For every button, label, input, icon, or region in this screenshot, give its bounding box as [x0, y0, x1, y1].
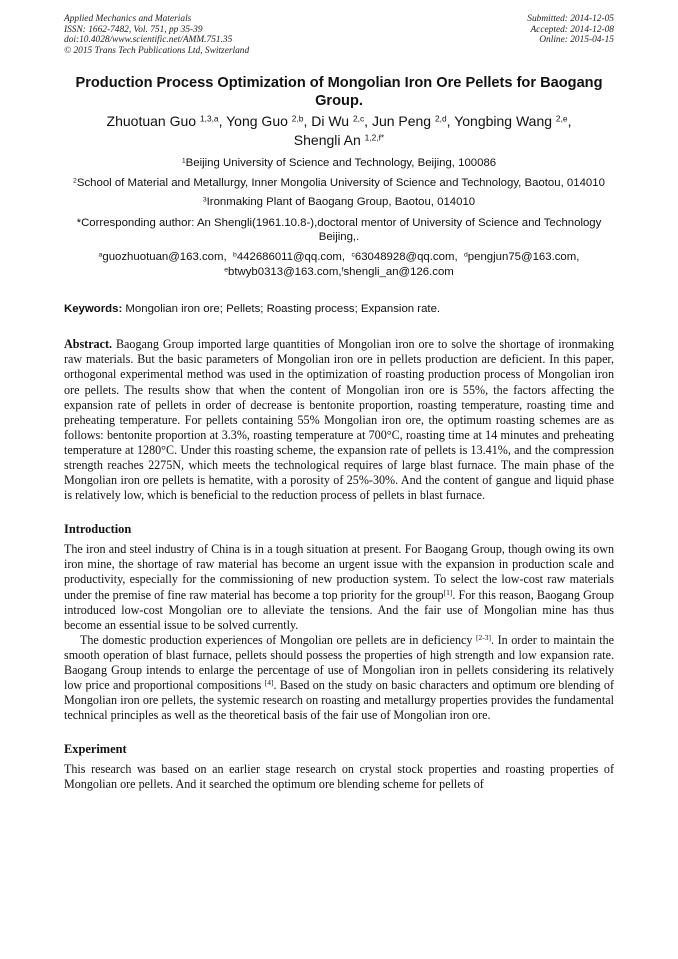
abstract: [64, 337, 614, 503]
paragraph: This research was based on an earlier stage research on crystal stock properties and roasting properties of Mongolian ore pellets. And it searched the optimum ore blending scheme for pellets of: [64, 762, 614, 792]
keywords-label: Keywords:: [64, 303, 123, 316]
author-name: Yong Guo: [226, 113, 288, 130]
author-affil-sup: 2,e: [555, 113, 568, 124]
journal-info: [64, 14, 249, 56]
citation: [2-3]: [475, 632, 491, 642]
corresponding-author: *Corresponding author: An Shengli(1961.10.8-),doctoral mentor of University of Science and Technology Beijing,.: [76, 216, 602, 243]
journal-header: [64, 14, 614, 56]
author-affil-sup: 2,b: [291, 113, 304, 124]
email-link[interactable]: shengli_an@126.com: [343, 265, 454, 278]
affiliation-1: $^1$Beijing University of Science and Technology, Beijing, 100086: [181, 157, 497, 170]
author-affil-sup: 1,3,a: [199, 113, 219, 124]
author-name: Yongbing Wang: [454, 113, 553, 130]
section-heading-experiment: Experiment: [64, 742, 127, 757]
journal-issn: ISSN: 1662-7482, Vol. 751, pp 35-39: [64, 24, 203, 35]
affiliation-3: $^3$Ironmaking Plant of Baogang Group, Baotou, 014010: [202, 196, 476, 209]
section-heading-introduction: Introduction: [64, 522, 132, 537]
citation: [1]: [443, 587, 453, 597]
author-name: Shengli An: [293, 132, 361, 149]
paper-title: Production Process Optimization of Mongolian Iron Ore Pellets for Baogang Group.: [75, 75, 603, 110]
author-list: Zhuotuan Guo $^{1,3,a}$, Yong Guo $^{2,b}$, Di Wu $^{2,c}$, Jun Peng $^{2,d}$, Yongbing Wang $^{2,e}$, Shengli An $^{1,2,f*}$: [106, 113, 572, 149]
author-name: Zhuotuan Guo: [106, 113, 197, 130]
paragraph: The domestic production experiences of Mongolian ore pellets are in deficiency [2-3]. In order to maintain the smooth operation of blast furnace, pellets should possess the properties of high strength and low expansion rate. Baogang Group intends to enlarge the percentage of use of Mongolian iron in pellets considering its relatively low price and proportional compositions [4]. Based on the study on basic characters and optimum ore blending of Mongolian iron ore pellets, the systemic research on roasting and metallurgy properties provides the fundamental technical principles as well as the theoretical basis of the fair use of Mongolian iron ore.: [64, 632, 615, 723]
email-link[interactable]: guozhuotuan@163.com: [102, 251, 224, 264]
citation: [4]: [264, 677, 274, 687]
journal-doi: doi:10.4028/www.scientific.net/AMM.751.35: [64, 35, 233, 46]
introduction-body: [64, 542, 614, 723]
author-affil-sup: 2,c: [352, 113, 365, 124]
email-link[interactable]: 442686011@qq.com: [236, 251, 342, 264]
author-emails: $^a$guozhuotuan@163.com, $^b$442686011@qq.com, $^c$63048928@qq.com, $^d$pengjun75@163.com, $^e$btwyb0313@163.com,$^f$shengli_an@126.com: [98, 251, 580, 278]
author-name: Di Wu: [311, 113, 350, 130]
author-affil-sup: 2,d: [435, 113, 447, 124]
email-link[interactable]: pengjun75@163.com: [467, 251, 577, 264]
email-link[interactable]: btwyb0313@163.com: [228, 265, 339, 278]
journal-name: Applied Mechanics and Materials: [64, 14, 192, 24]
submission-dates: [527, 14, 614, 56]
experiment-body: [64, 762, 614, 792]
journal-copyright: © 2015 Trans Tech Publications Ltd, Switzerland: [64, 45, 250, 56]
accepted-date: Accepted: 2014-12-08: [530, 24, 614, 35]
author-affil-sup: 1,2,f*: [364, 132, 385, 143]
keywords-text: Mongolian iron ore; Pellets; Roasting process; Expansion rate.: [125, 303, 441, 316]
online-date: Online: 2015-04-15: [539, 35, 614, 46]
affiliation-2: $^2$School of Material and Metallurgy, Inner Mongolia University of Science and Technology, Baotou, 014010: [73, 176, 605, 189]
author-name: Jun Peng: [371, 113, 432, 130]
email-link[interactable]: 63048928@qq.com: [354, 251, 455, 264]
paragraph: The iron and steel industry of China is in a tough situation at present. For Baogang Group, though owing its own iron mine, the shortage of raw material has become an urgent issue with the expansion in production scale and productivity, especially for the commissioning of new production system. To select the low-cost raw materials under the premise of fine raw material has become a top priority for the group[1]. For this reason, Baogang Group introduced low-cost Mongolian ore to alleviate the tensions. And the fair use of Mongolian mine has thus become an essential issue to be solved currently.: [64, 542, 614, 632]
abstract-label: Abstract.: [64, 337, 113, 352]
keywords: [64, 302, 614, 316]
abstract-text: Baogang Group imported large quantities of Mongolian iron ore to solve the shortage of ironmaking raw materials. But the basic parameters of Mongolian iron ore in pellets production are deficient. In this paper, orthogonal experimental method was used in the optimization of roasting production process of Mongolian iron ore pellets. The results show that when the content of Mongolian iron ore is 55%, the factors affecting the expansion rate of pellets in order of decrease is bentonite proportion, roasting temperature, roasting time and preheating temperature. For pellets containing 55% Mongolian iron ore, the optimum roasting schemes are as follows: bentonite proportion at 3.3%, roasting temperature at 700°C, roasting time at 14 minutes and preheating temperature at 1280°C. Under this roasting scheme, the expansion rate of pellets is 13.41%, and the compression strength reaches 2275N, which meets the technological requires of large blast furnace. The main phase of the Mongolian iron ore pellets is hematite, with a porosity of 25%-30%. And the content of gangue and liquid phase is relatively low, which is beneficial to the reduction process of pellets in blast furnace.: [64, 337, 614, 503]
submitted-date: Submitted: 2014-12-05: [527, 14, 614, 24]
